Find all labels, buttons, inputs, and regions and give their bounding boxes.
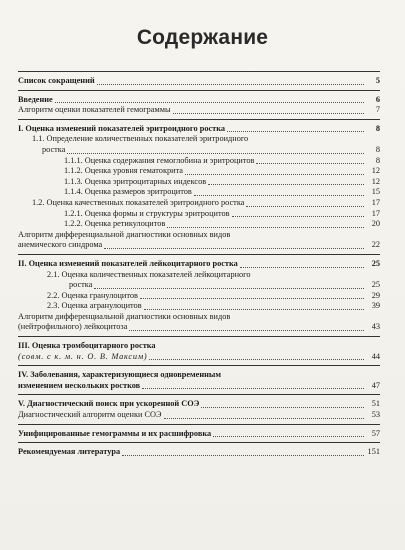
page-title: Содержание [136, 26, 269, 49]
dot-leader [149, 358, 364, 360]
dot-leader [173, 112, 364, 114]
toc-entry[interactable] [18, 187, 380, 198]
toc-entry[interactable] [18, 209, 380, 220]
toc-entry[interactable] [18, 429, 380, 440]
toc-page-number: 7 [375, 105, 380, 115]
dot-leader [55, 101, 364, 103]
toc-entry[interactable] [18, 270, 380, 291]
toc-page-number: 53 [371, 410, 380, 420]
toc-entry-title: Алгоритм дифференциальной диагностики основных видов [18, 311, 231, 321]
toc-entry-title: 1.1.1. Оценка содержания гемоглобина и эритроцитов [64, 155, 255, 165]
toc-entry[interactable] [18, 259, 380, 270]
dot-leader [94, 287, 364, 289]
toc-entry-title: Список сокращений [18, 76, 95, 85]
divider [18, 365, 380, 366]
dot-leader [142, 387, 364, 389]
toc-page-number: 17 [371, 197, 380, 207]
toc-entry[interactable] [18, 134, 380, 155]
toc-entry[interactable] [18, 447, 380, 458]
dot-leader [104, 247, 364, 249]
toc-entry-title: Унифицированные гемограммы и их расшифровка [18, 428, 212, 438]
toc-page-number: 8 [375, 155, 380, 165]
toc-entry-title: Введение [18, 94, 53, 104]
toc-entry[interactable] [18, 177, 380, 188]
toc-page-number: 22 [371, 240, 380, 250]
toc-entry[interactable] [18, 291, 380, 302]
toc-entry[interactable] [18, 76, 380, 87]
dot-leader [129, 329, 364, 331]
toc-page-number: 8 [375, 123, 380, 133]
toc-entry[interactable] [18, 156, 380, 167]
toc-entry-title-cont: (совм. с к. м. н. О. В. Максим) [18, 351, 148, 361]
toc-entry-title: V. Диагностический поиск при ускоренной СОЭ [18, 399, 200, 409]
divider [18, 90, 380, 91]
toc-entry-title: 1.2.2. Оценка ретикулоцитов [64, 219, 166, 229]
dot-leader [185, 173, 364, 175]
toc-entry[interactable] [18, 301, 380, 312]
dot-leader [240, 266, 364, 268]
dot-leader [208, 183, 364, 185]
table-of-contents [18, 68, 380, 458]
dot-leader [246, 205, 364, 207]
toc-page-number: 151 [367, 447, 380, 457]
divider [18, 254, 380, 255]
toc-entry-title: III. Оценка тромбоцитарного ростка [18, 341, 156, 351]
toc-page-number: 39 [371, 301, 380, 311]
toc-entry-title-cont: изменением нескольких ростков [18, 380, 141, 390]
toc-page-number: 29 [371, 290, 380, 300]
toc-page-number: 20 [371, 219, 380, 229]
toc-page-number: 12 [371, 176, 380, 186]
dot-leader [213, 435, 364, 437]
toc-entry-title: I. Оценка изменений показателей эритроидного ростка [18, 123, 226, 133]
toc-entry-title: 2.3. Оценка агранулоцитов [47, 301, 142, 311]
toc-page-number: 57 [371, 428, 380, 438]
dot-leader [167, 226, 364, 228]
toc-entry-title: Диагностический алгоритм оценки СОЭ [18, 410, 162, 420]
divider [18, 119, 380, 120]
toc-page-number: 43 [371, 322, 380, 332]
toc-entry[interactable] [18, 312, 380, 333]
toc-entry[interactable] [18, 105, 380, 116]
toc-entry-title-cont: анемического синдрома [18, 240, 103, 250]
divider [18, 424, 380, 425]
toc-page-number: 8 [375, 144, 380, 154]
toc-entry-title: Алгоритм оценки показателей гемограммы [18, 105, 171, 115]
dot-leader [194, 194, 364, 196]
toc-entry-title: 1.2.1. Оценка формы и структуры эритроцитов [64, 208, 230, 218]
dot-leader [201, 406, 364, 408]
dot-leader [144, 308, 364, 310]
toc-entry-title: 1.1.2. Оценка уровня гематокрита [64, 166, 183, 176]
dot-leader [122, 454, 364, 456]
toc-entry[interactable] [18, 124, 380, 135]
toc-page-number: 5 [375, 76, 380, 85]
dot-leader [227, 130, 364, 132]
divider [18, 336, 380, 337]
toc-entry-title-cont: ростка [69, 280, 93, 290]
toc-entry-title: 1.1. Определение количественных показателей эритроидного [32, 134, 249, 144]
dot-leader [97, 83, 364, 85]
toc-page-number: 25 [371, 280, 380, 290]
divider [18, 71, 380, 72]
divider [18, 442, 380, 443]
toc-entry[interactable] [18, 95, 380, 106]
toc-entry[interactable] [18, 219, 380, 230]
dot-leader [232, 215, 364, 217]
toc-entry-title: Алгоритм дифференциальной диагностики основных видов [18, 229, 231, 239]
toc-entry-title: 1.1.3. Оценка эритроцитарных индексов [64, 176, 207, 186]
toc-entry[interactable] [18, 370, 380, 391]
dot-leader [140, 297, 364, 299]
toc-entry[interactable] [18, 230, 380, 251]
toc-page-number: 47 [371, 380, 380, 390]
toc-entry-title: Рекомендуемая литература [18, 447, 121, 457]
toc-entry-title: IV. Заболевания, характеризующиеся одновременным [18, 370, 222, 380]
toc-entry-title: 1.1.4. Оценка размеров эритроцитов [64, 187, 192, 197]
toc-entry-title-cont: (нейтрофильного) лейкоцитоза [18, 322, 128, 332]
toc-page-number: 51 [371, 399, 380, 409]
divider [18, 394, 380, 395]
toc-entry-title: 1.2. Оценка качественных показателей эритроидного ростка [32, 197, 245, 207]
dot-leader [67, 152, 364, 154]
toc-page-number: 25 [371, 258, 380, 268]
toc-entry[interactable] [18, 341, 380, 362]
toc-entry-title: 2.1. Оценка количественных показателей лейкоцитарного [47, 269, 251, 279]
toc-page-number: 17 [371, 208, 380, 218]
toc-entry[interactable] [18, 410, 380, 421]
toc-entry-title: II. Оценка изменений показателей лейкоцитарного ростка [18, 258, 238, 268]
toc-entry[interactable] [18, 166, 380, 177]
toc-entry[interactable] [18, 399, 380, 410]
toc-entry-title-cont: ростка [42, 144, 66, 154]
toc-page-number: 15 [371, 187, 380, 197]
dot-leader [256, 162, 364, 164]
dot-leader [164, 417, 365, 419]
toc-page-number: 44 [371, 351, 380, 361]
toc-entry-title: 2.2. Оценка гранулоцитов [47, 290, 138, 300]
toc-page-number: 6 [375, 94, 380, 104]
toc-page-number: 12 [371, 166, 380, 176]
toc-entry[interactable] [18, 198, 380, 209]
